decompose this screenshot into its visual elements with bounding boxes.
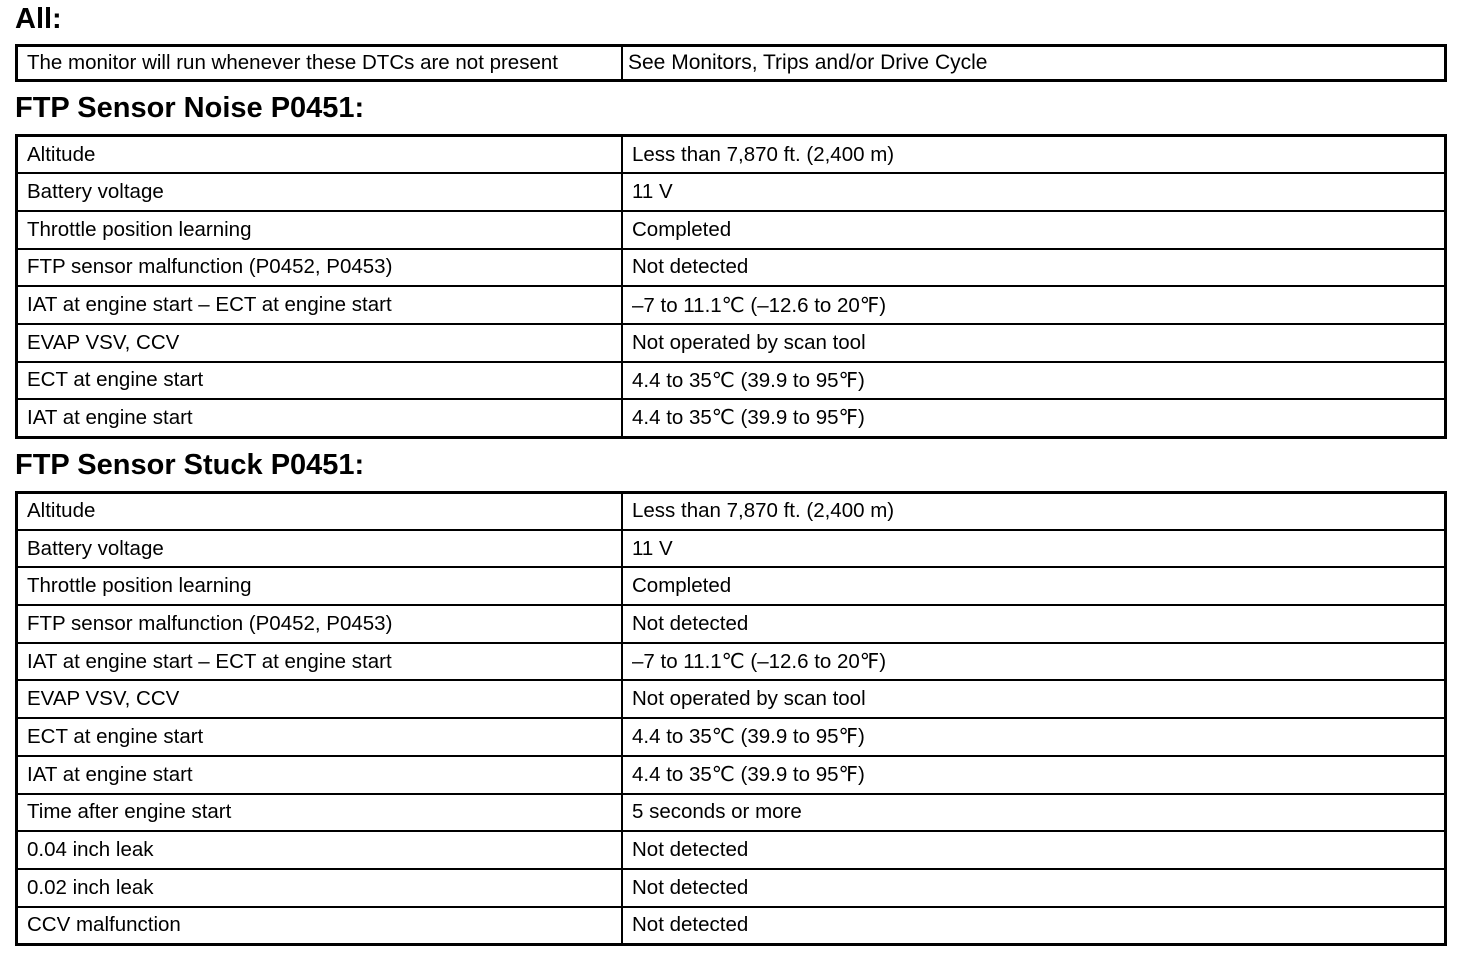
condition-label: FTP sensor malfunction (P0452, P0453) xyxy=(17,605,623,643)
section-heading-all: All: xyxy=(15,3,62,35)
table-row xyxy=(17,173,1446,211)
condition-value: Not detected xyxy=(622,249,1446,287)
condition-label: 0.02 inch leak xyxy=(17,869,623,907)
table-row xyxy=(17,286,1446,324)
condition-value: Not detected xyxy=(622,831,1446,869)
table-noise xyxy=(15,134,1447,439)
table-row xyxy=(17,718,1446,756)
table-row xyxy=(17,46,1446,81)
section-heading-stuck: FTP Sensor Stuck P0451: xyxy=(15,448,365,481)
table-row xyxy=(17,756,1446,794)
condition-value: 11 V xyxy=(622,530,1446,568)
condition-label: IAT at engine start – ECT at engine start xyxy=(17,643,623,681)
condition-value: –7 to 11.1℃ (–12.6 to 20℉) xyxy=(622,643,1446,681)
table-all xyxy=(15,44,1447,82)
condition-value: 4.4 to 35℃ (39.9 to 95℉) xyxy=(622,362,1446,400)
condition-value: Not detected xyxy=(622,907,1446,945)
table-row xyxy=(17,567,1446,605)
table-row xyxy=(17,869,1446,907)
condition-label: 0.04 inch leak xyxy=(17,831,623,869)
table-row xyxy=(17,362,1446,400)
table-row xyxy=(17,530,1446,568)
condition-value: Less than 7,870 ft. (2,400 m) xyxy=(622,136,1446,174)
condition-label: IAT at engine start – ECT at engine start xyxy=(17,286,623,324)
condition-label: FTP sensor malfunction (P0452, P0453) xyxy=(17,249,623,287)
table-row xyxy=(17,605,1446,643)
condition-label: Throttle position learning xyxy=(17,211,623,249)
table-row xyxy=(17,492,1446,530)
condition-value: 11 V xyxy=(622,173,1446,211)
condition-label: Altitude xyxy=(17,492,623,530)
table-stuck xyxy=(15,491,1447,946)
condition-label: Altitude xyxy=(17,136,623,174)
table-row xyxy=(17,831,1446,869)
table-row xyxy=(17,643,1446,681)
document-page xyxy=(15,0,1447,946)
condition-label: EVAP VSV, CCV xyxy=(17,324,623,362)
table-row xyxy=(17,324,1446,362)
condition-value: Not operated by scan tool xyxy=(622,680,1446,718)
table-row xyxy=(17,211,1446,249)
table-row xyxy=(17,249,1446,287)
table-row xyxy=(17,136,1446,174)
condition-label: EVAP VSV, CCV xyxy=(17,680,623,718)
condition-value: 4.4 to 35℃ (39.9 to 95℉) xyxy=(622,756,1446,794)
condition-value: Less than 7,870 ft. (2,400 m) xyxy=(622,492,1446,530)
condition-value: 5 seconds or more xyxy=(622,794,1446,832)
condition-label: Time after engine start xyxy=(17,794,623,832)
condition-label: CCV malfunction xyxy=(17,907,623,945)
table-row xyxy=(17,399,1446,437)
condition-label: Throttle position learning xyxy=(17,567,623,605)
condition-value: Not detected xyxy=(622,869,1446,907)
condition-value: Completed xyxy=(622,567,1446,605)
condition-value: –7 to 11.1℃ (–12.6 to 20℉) xyxy=(622,286,1446,324)
condition-label: IAT at engine start xyxy=(17,756,623,794)
condition-value: Not detected xyxy=(622,605,1446,643)
table-row xyxy=(17,794,1446,832)
condition-label: ECT at engine start xyxy=(17,718,623,756)
condition-label: Battery voltage xyxy=(17,173,623,211)
condition-label: Battery voltage xyxy=(17,530,623,568)
condition-value: 4.4 to 35℃ (39.9 to 95℉) xyxy=(622,399,1446,437)
condition-value: Not operated by scan tool xyxy=(622,324,1446,362)
condition-value: Completed xyxy=(622,211,1446,249)
table-row xyxy=(17,680,1446,718)
condition-label: IAT at engine start xyxy=(17,399,623,437)
table-row xyxy=(17,907,1446,945)
section-heading-noise: FTP Sensor Noise P0451: xyxy=(15,92,365,124)
condition-value: 4.4 to 35℃ (39.9 to 95℉) xyxy=(622,718,1446,756)
condition-label: The monitor will run whenever these DTCs are not present xyxy=(17,46,623,81)
condition-value: See Monitors, Trips and/or Drive Cycle xyxy=(622,46,1446,81)
condition-label: ECT at engine start xyxy=(17,362,623,400)
